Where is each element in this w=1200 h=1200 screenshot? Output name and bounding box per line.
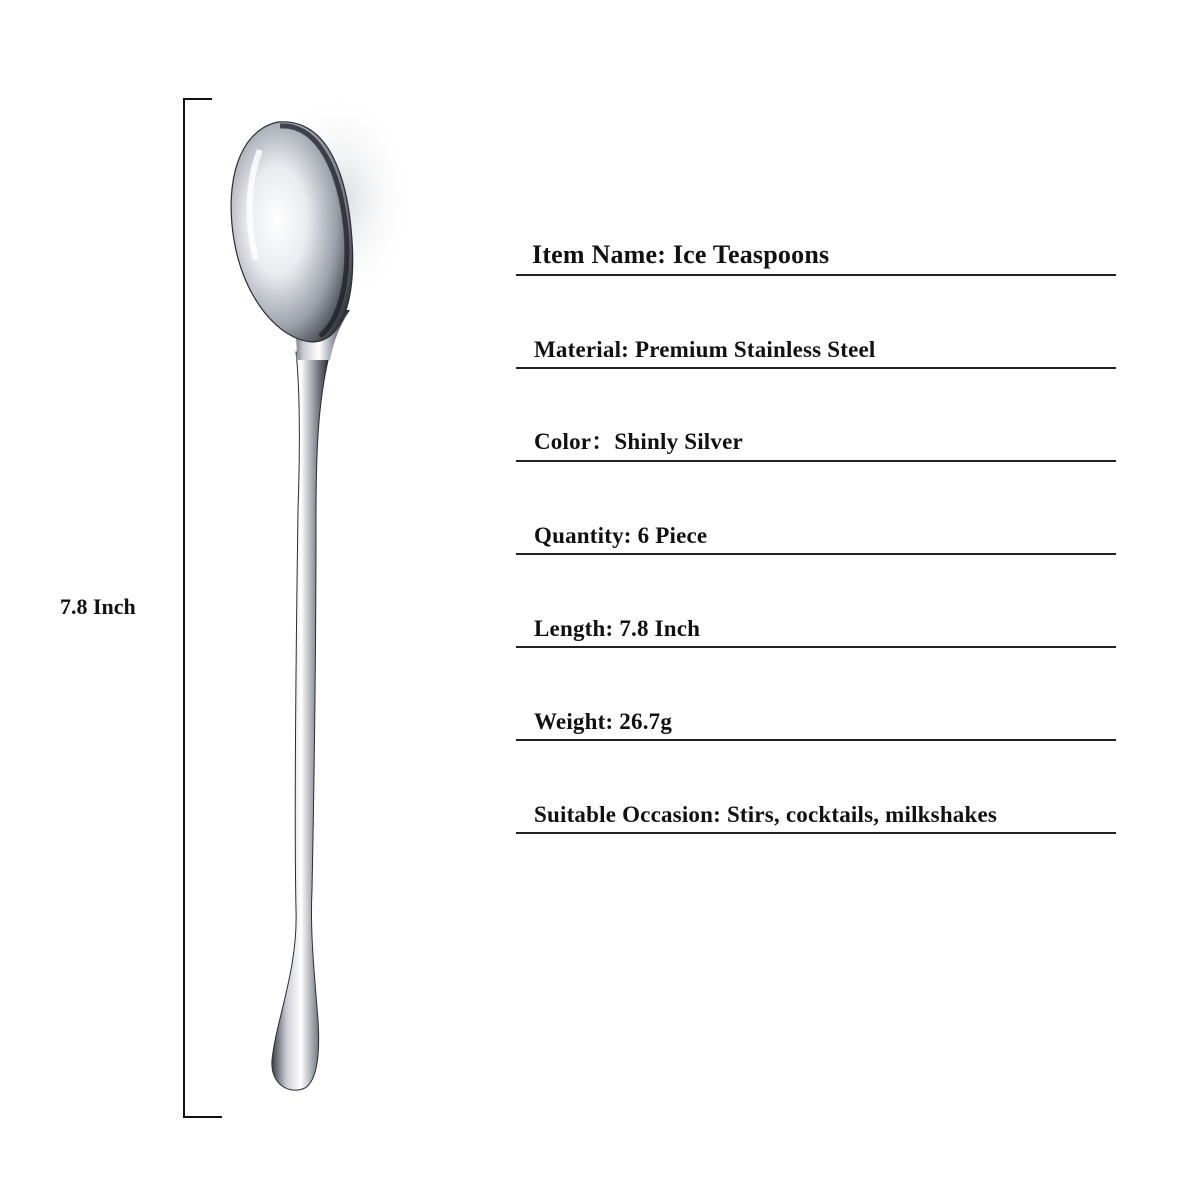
spec-row-suitable-occasion xyxy=(516,788,1116,834)
spec-row-length xyxy=(516,602,1116,648)
spec-separator: : xyxy=(713,802,727,827)
spec-label: Suitable Occasion xyxy=(534,802,714,827)
spec-row-weight xyxy=(516,695,1116,741)
spec-value: 6 Piece xyxy=(637,523,708,548)
spec-label: Length xyxy=(534,616,606,641)
dimension-label: 7.8 Inch xyxy=(60,594,136,619)
spec-separator: : xyxy=(623,523,638,548)
spec-separator: : xyxy=(605,616,620,641)
spec-row-quantity xyxy=(516,509,1116,555)
spec-color xyxy=(534,423,743,456)
spec-row-color xyxy=(516,416,1116,462)
spec-separator: ： xyxy=(591,429,615,454)
spoon-image xyxy=(200,90,430,1110)
spec-value: Ice Teaspoons xyxy=(672,240,830,269)
spec-value: Premium Stainless Steel xyxy=(634,337,876,362)
spec-suitable-occasion xyxy=(534,802,997,828)
spec-value: Shinly Silver xyxy=(614,429,743,454)
spec-length xyxy=(534,616,700,642)
spec-separator: : xyxy=(621,337,635,362)
spec-value: 7.8 Inch xyxy=(619,616,701,641)
spec-item-name xyxy=(532,240,829,270)
spec-weight xyxy=(534,709,672,735)
spec-value: Stirs, cocktails, milkshakes xyxy=(726,802,998,827)
spec-label: Weight xyxy=(534,709,606,734)
spec-separator: : xyxy=(657,240,673,269)
spec-label: Material xyxy=(534,337,622,362)
spec-label: Color xyxy=(534,429,592,454)
spec-separator: : xyxy=(605,709,620,734)
spec-row-item-name xyxy=(516,230,1116,276)
spec-material xyxy=(534,337,876,363)
spec-label: Item Name xyxy=(532,240,658,269)
spec-row-material xyxy=(516,323,1116,369)
spec-quantity xyxy=(534,523,707,549)
spec-value: 26.7g xyxy=(619,709,673,734)
spec-label: Quantity xyxy=(534,523,624,548)
